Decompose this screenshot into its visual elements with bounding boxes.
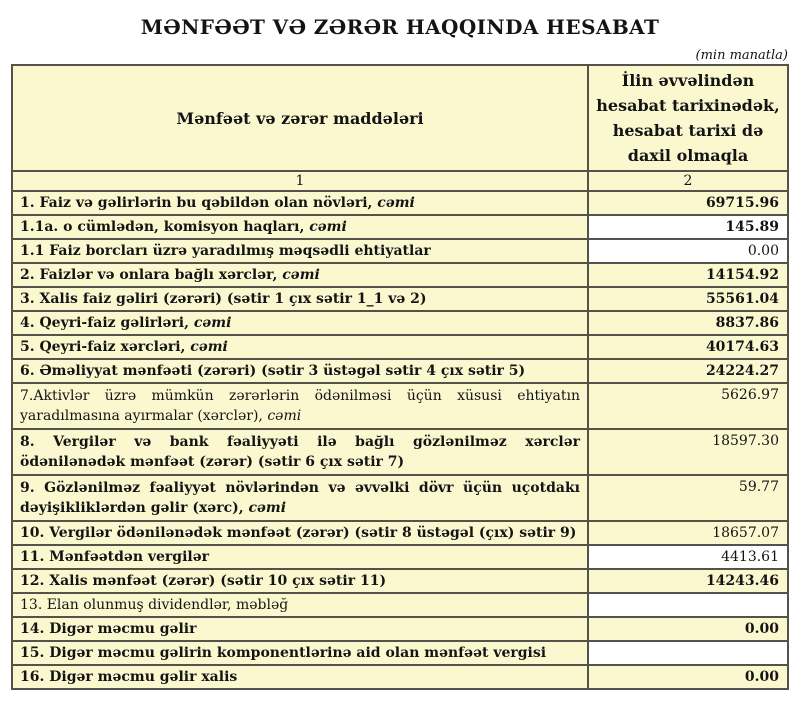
row-value: 18657.07 xyxy=(588,521,788,545)
period-column-header: İlin əvvəlindən hesabat tarixinədək, hesabat tarixi də daxil olmaqla xyxy=(588,65,788,171)
row-label-italic: cəmi xyxy=(304,219,347,235)
table-row xyxy=(12,641,788,665)
row-label-italic: cəmi xyxy=(262,408,302,424)
row-value: 0.00 xyxy=(588,239,788,263)
row-value: 18597.30 xyxy=(588,429,788,475)
table-row xyxy=(12,429,788,475)
table-row xyxy=(12,239,788,263)
table-header-row xyxy=(12,65,788,171)
row-value: 0.00 xyxy=(588,665,788,689)
row-value: 0.00 xyxy=(588,617,788,641)
row-value: 59.77 xyxy=(588,475,788,521)
row-label: 13. Elan olunmuş dividendlər, məbləğ xyxy=(12,593,588,617)
row-label: 11. Mənfəətdən vergilər xyxy=(12,545,588,569)
row-label-italic: cəmi xyxy=(188,315,232,331)
row-value: 55561.04 xyxy=(588,287,788,311)
report-title: MƏNFƏƏT VƏ ZƏRƏR HAQQINDA HESABAT xyxy=(140,15,660,39)
row-label: 3. Xalis faiz gəliri (zərəri) (sətir 1 çıx sətir 1_1 və 2) xyxy=(12,287,588,311)
row-value xyxy=(588,593,788,617)
table-row xyxy=(12,665,788,689)
column-number-row xyxy=(12,171,788,191)
row-value: 8837.86 xyxy=(588,311,788,335)
table-row xyxy=(12,191,788,215)
column-number-1: 1 xyxy=(12,171,588,191)
row-value: 14243.46 xyxy=(588,569,788,593)
row-value: 40174.63 xyxy=(588,335,788,359)
table-row xyxy=(12,383,788,429)
row-label: 16. Digər məcmu gəlir xalis xyxy=(12,665,588,689)
row-value: 4413.61 xyxy=(588,545,788,569)
row-value: 69715.96 xyxy=(588,191,788,215)
row-label: 1. Faiz və gəlirlərin bu qəbildən olan növləri, cəmi xyxy=(12,191,588,215)
table-row xyxy=(12,311,788,335)
table-row xyxy=(12,359,788,383)
row-value xyxy=(588,641,788,665)
column-number-2: 2 xyxy=(588,171,788,191)
row-label: 2. Faizlər və onlara bağlı xərclər, cəmi xyxy=(12,263,588,287)
row-label: 1.1 Faiz borcları üzrə yaradılmış məqsədli ehtiyatlar xyxy=(12,239,588,263)
table-row xyxy=(12,475,788,521)
profit-loss-table xyxy=(11,64,789,690)
row-label: 15. Digər məcmu gəlirin komponentlərinə aid olan mənfəət vergisi xyxy=(12,641,588,665)
table-row xyxy=(12,335,788,359)
row-value: 145.89 xyxy=(588,215,788,239)
row-value: 5626.97 xyxy=(588,383,788,429)
row-label: 12. Xalis mənfəət (zərər) (sətir 10 çıx sətir 11) xyxy=(12,569,588,593)
row-label: 5. Qeyri-faiz xərcləri, cəmi xyxy=(12,335,588,359)
row-label: 8. Vergilər və bank fəaliyyəti ilə bağlı gözlənilməz xərclər ödənilənədək mənfəət (zərər) (sətir 6 çıx sətir 7) xyxy=(12,429,588,475)
row-label: 9. Gözlənilməz fəaliyyət növlərindən və əvvəlki dövr üçün uçotdakı dəyişikliklərdən gəlir (xərc), cəmi xyxy=(12,475,588,521)
table-row xyxy=(12,215,788,239)
table-row xyxy=(12,263,788,287)
row-label: 10. Vergilər ödənilənədək mənfəət (zərər) (sətir 8 üstəgəl (çıx) sətir 9) xyxy=(12,521,588,545)
table-row xyxy=(12,521,788,545)
row-label: 6. Əməliyyat mənfəəti (zərəri) (sətir 3 üstəgəl sətir 4 çıx sətir 5) xyxy=(12,359,588,383)
table-row xyxy=(12,569,788,593)
unit-note: (min manatla) xyxy=(695,48,788,63)
row-label-italic: cəmi xyxy=(185,339,228,355)
row-value: 14154.92 xyxy=(588,263,788,287)
row-label: 14. Digər məcmu gəlir xyxy=(12,617,588,641)
table-row xyxy=(12,287,788,311)
row-label-italic: cəmi xyxy=(243,500,287,516)
table-row xyxy=(12,545,788,569)
row-value: 24224.27 xyxy=(588,359,788,383)
row-label: 7.Aktivlər üzrə mümkün zərərlərin ödənilməsi üçün xüsusi ehtiyatın yaradılmasına ayırmalar (xərclər), cəmi xyxy=(12,383,588,429)
row-label-italic: cəmi xyxy=(277,267,320,283)
row-label: 1.1a. o cümlədən, komisyon haqları, cəmi xyxy=(12,215,588,239)
row-label-italic: cəmi xyxy=(372,195,415,211)
table-row xyxy=(12,593,788,617)
row-label: 4. Qeyri-faiz gəlirləri, cəmi xyxy=(12,311,588,335)
table-row xyxy=(12,617,788,641)
items-column-header: Mənfəət və zərər maddələri xyxy=(12,65,588,171)
